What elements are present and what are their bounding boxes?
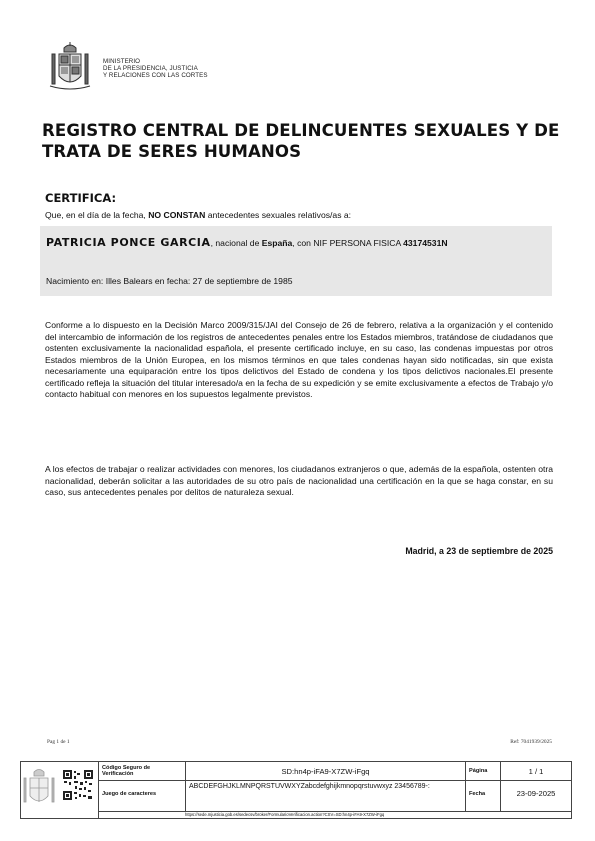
pagina-label: Página <box>469 768 488 774</box>
verification-url[interactable]: https://sede.mjusticia.gob.es/sedecsv/broker/FormularioVerificacion.action?CSV=SD:hn4p-iFA9-X7ZW-iFgq <box>185 812 385 817</box>
divider <box>500 762 501 811</box>
csv-value: SD:hn4p-iFA9-X7ZW-iFgq <box>281 767 370 776</box>
coat-of-arms-icon <box>47 42 93 94</box>
charset-label: Juego de caracteres <box>102 791 157 797</box>
charset-value: ABCDEFGHJKLMNPQRSTUVWXYZabcdefghijkmnopqrstuvwxyz 23456789-: <box>189 783 430 790</box>
qr-code-icon <box>63 770 93 800</box>
intro-text-end: antecedentes sexuales relativos/as a: <box>205 210 352 220</box>
legal-paragraph-1: Conforme a lo dispuesto en la Decisión Marco 2009/315/JAI del Consejo de 26 de febrero, relativa a la organización y el contenido del intercambio de información de los registros de antecedentes penales entre los Estados miembros, tratándose de ciudadanos que ostenten exclusivamente la nacionalidad española, el presente certificado incluye, en su caso, las condenas impuestas por otros Estados miembros de la Unión Europea, en los mismos términos en que tales condenas hayan sido notificadas, sin que exista necesariamente una equiparación entre los tipos delictivos del Estado de condena y los tipos delictivos nacionales.El presente certificado refleja la situación del titular interesado/a en la fecha de su expedición y se emite exclusivamente a efectos de Trabajo y/o contacto habitual con menores en los supuestos legalmente previstos. <box>45 320 553 399</box>
ministry-line: DE LA PRESIDENCIA, JUSTICIA <box>103 65 198 73</box>
intro-text: Que, en el día de la fecha, <box>45 210 149 220</box>
place-date: Madrid, a 23 de septiembre de 2025 <box>405 546 553 556</box>
nationality: España <box>261 238 293 248</box>
divider <box>98 762 99 818</box>
certifica-heading: CERTIFICA: <box>45 191 117 205</box>
intro-line <box>45 210 351 220</box>
pagina-value: 1 / 1 <box>528 767 544 776</box>
footer-coat-of-arms-icon <box>21 764 57 816</box>
ministry-line: Y RELACIONES CON LAS CORTES <box>103 72 208 80</box>
reference: Ref: 7041939/2025 <box>510 739 552 745</box>
fecha-value: 23-09-2025 <box>516 789 556 798</box>
nationality-prefix: , nacional de <box>210 238 262 248</box>
document-title: REGISTRO CENTRAL DE DELINCUENTES SEXUALES Y DE TRATA DE SERES HUMANOS <box>42 121 560 161</box>
divider <box>98 780 571 781</box>
ministry-line: MINISTERIO <box>103 58 141 65</box>
divider <box>185 762 186 811</box>
person-name: PATRICIA PONCE GARCIA <box>46 236 211 249</box>
person-line <box>46 236 552 249</box>
page-number: Pag 1 de 1 <box>47 739 70 745</box>
ministry-name <box>103 58 208 80</box>
no-constan: NO CONSTAN <box>148 210 206 220</box>
nif-prefix: , con NIF PERSONA FISICA <box>292 238 404 248</box>
divider <box>465 762 466 811</box>
birth-line: Nacimiento en: Illes Balears en fecha: 27 de septiembre de 1985 <box>46 276 293 286</box>
csv-label: Código Seguro de Verificación <box>102 765 151 778</box>
nif-number: 43174531N <box>403 238 448 248</box>
legal-paragraph-2: A los efectos de trabajar o realizar actividades con menores, los ciudadanos extranjeros o que, además de la española, ostenten otra nacionalidad, deberán solicitar a las autoridades de su otro país de nacionalidad una certificación en la que se haga constar, en su caso, sus antecedentes penales por delitos de naturaleza sexual. <box>45 464 553 497</box>
fecha-label: Fecha <box>469 791 486 797</box>
